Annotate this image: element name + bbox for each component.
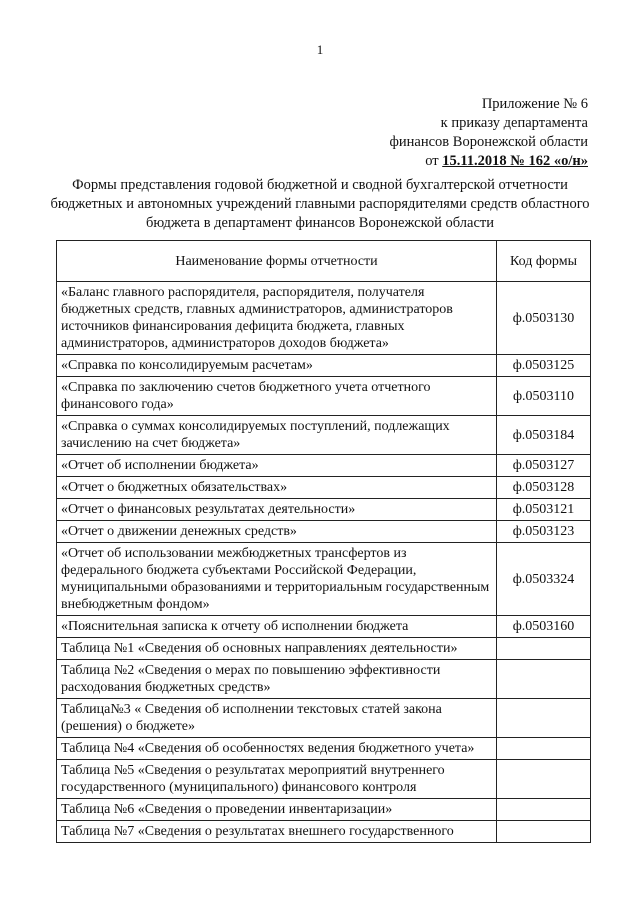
form-name-cell: «Справка по консолидируемым расчетам» [57, 355, 497, 377]
form-code-cell: ф.0503128 [497, 477, 591, 499]
appendix-block [390, 95, 589, 171]
form-name-cell: Таблица №2 «Сведения о мерах по повышению эффективности расходования бюджетных средств» [57, 660, 497, 699]
table-row [57, 760, 591, 799]
table-row [57, 355, 591, 377]
form-name-cell: «Отчет о движении денежных средств» [57, 521, 497, 543]
table-row [57, 738, 591, 760]
form-name-cell: Таблица №4 «Сведения об особенностях ведения бюджетного учета» [57, 738, 497, 760]
header-form-code: Код формы [497, 241, 591, 282]
form-name-cell: «Отчет об исполнении бюджета» [57, 455, 497, 477]
form-name-cell: «Отчет об использовании межбюджетных трансфертов из федерального бюджета субъектами Российской Федерации, муниципальными образованиями и территориальным государственным внебюджетным фондом» [57, 543, 497, 616]
order-value: 15.11.2018 № 162 «о/н» [442, 153, 588, 169]
form-name-cell: Таблица №5 «Сведения о результатах мероприятий внутреннего государственного (муниципального) финансового контроля [57, 760, 497, 799]
form-name-cell: «Справка о суммах консолидируемых поступлений, подлежащих зачислению на счет бюджета» [57, 416, 497, 455]
form-code-cell [497, 799, 591, 821]
form-code-cell [497, 660, 591, 699]
table-header-row [57, 241, 591, 282]
form-name-cell: «Справка по заключению счетов бюджетного учета отчетного финансового года» [57, 377, 497, 416]
table-row [57, 699, 591, 738]
header-form-name: Наименование формы отчетности [57, 241, 497, 282]
form-code-cell: ф.0503160 [497, 616, 591, 638]
table-row [57, 416, 591, 455]
form-code-cell: ф.0503123 [497, 521, 591, 543]
table-row [57, 799, 591, 821]
appendix-title: Приложение № 6 [481, 96, 588, 112]
form-code-cell: ф.0503130 [497, 282, 591, 355]
forms-table [56, 240, 591, 843]
form-name-cell: «Отчет о бюджетных обязательствах» [57, 477, 497, 499]
form-code-cell [497, 738, 591, 760]
document-title: Формы представления годовой бюджетной и сводной бухгалтерской отчетности бюджетных и автономных учреждений главными распорядителями средств областного бюджета в департамент финансов Воронежской области [50, 177, 590, 231]
form-name-cell: «Отчет о финансовых результатах деятельности» [57, 499, 497, 521]
table-row [57, 377, 591, 416]
appendix-department: финансов Воронежской области [389, 134, 588, 150]
table-row [57, 660, 591, 699]
form-code-cell [497, 638, 591, 660]
form-code-cell: ф.0503184 [497, 416, 591, 455]
form-name-cell: Таблица №7 «Сведения о результатах внешнего государственного [57, 821, 497, 843]
form-name-cell: Таблица №1 «Сведения об основных направлениях деятельности» [57, 638, 497, 660]
table-row [57, 477, 591, 499]
form-name-cell: Таблица№3 « Сведения об исполнении текстовых статей закона (решения) о бюджете» [57, 699, 497, 738]
form-name-cell: «Баланс главного распорядителя, распорядителя, получателя бюджетных средств, главных администраторов, администраторов источников финансирования дефицита бюджета, главных администраторов, администраторов доходов бюджета» [57, 282, 497, 355]
form-name-cell: «Пояснительная записка к отчету об исполнении бюджета [57, 616, 497, 638]
form-code-cell [497, 699, 591, 738]
table-row [57, 455, 591, 477]
table-row [57, 616, 591, 638]
form-code-cell: ф.0503125 [497, 355, 591, 377]
order-prefix: от [425, 153, 439, 169]
form-code-cell [497, 760, 591, 799]
table-row [57, 638, 591, 660]
form-name-cell: Таблица №6 «Сведения о проведении инвентаризации» [57, 799, 497, 821]
form-code-cell: ф.0503324 [497, 543, 591, 616]
appendix-order-date [425, 152, 588, 171]
form-code-cell: ф.0503127 [497, 455, 591, 477]
table-row [57, 821, 591, 843]
table-row [57, 282, 591, 355]
table-row [57, 521, 591, 543]
table-row [57, 543, 591, 616]
form-code-cell [497, 821, 591, 843]
page-number: 1 [316, 42, 324, 57]
form-code-cell: ф.0503110 [497, 377, 591, 416]
appendix-order-ref: к приказу департамента [440, 115, 588, 131]
forms-table-body [57, 282, 591, 843]
form-code-cell: ф.0503121 [497, 499, 591, 521]
table-row [57, 499, 591, 521]
